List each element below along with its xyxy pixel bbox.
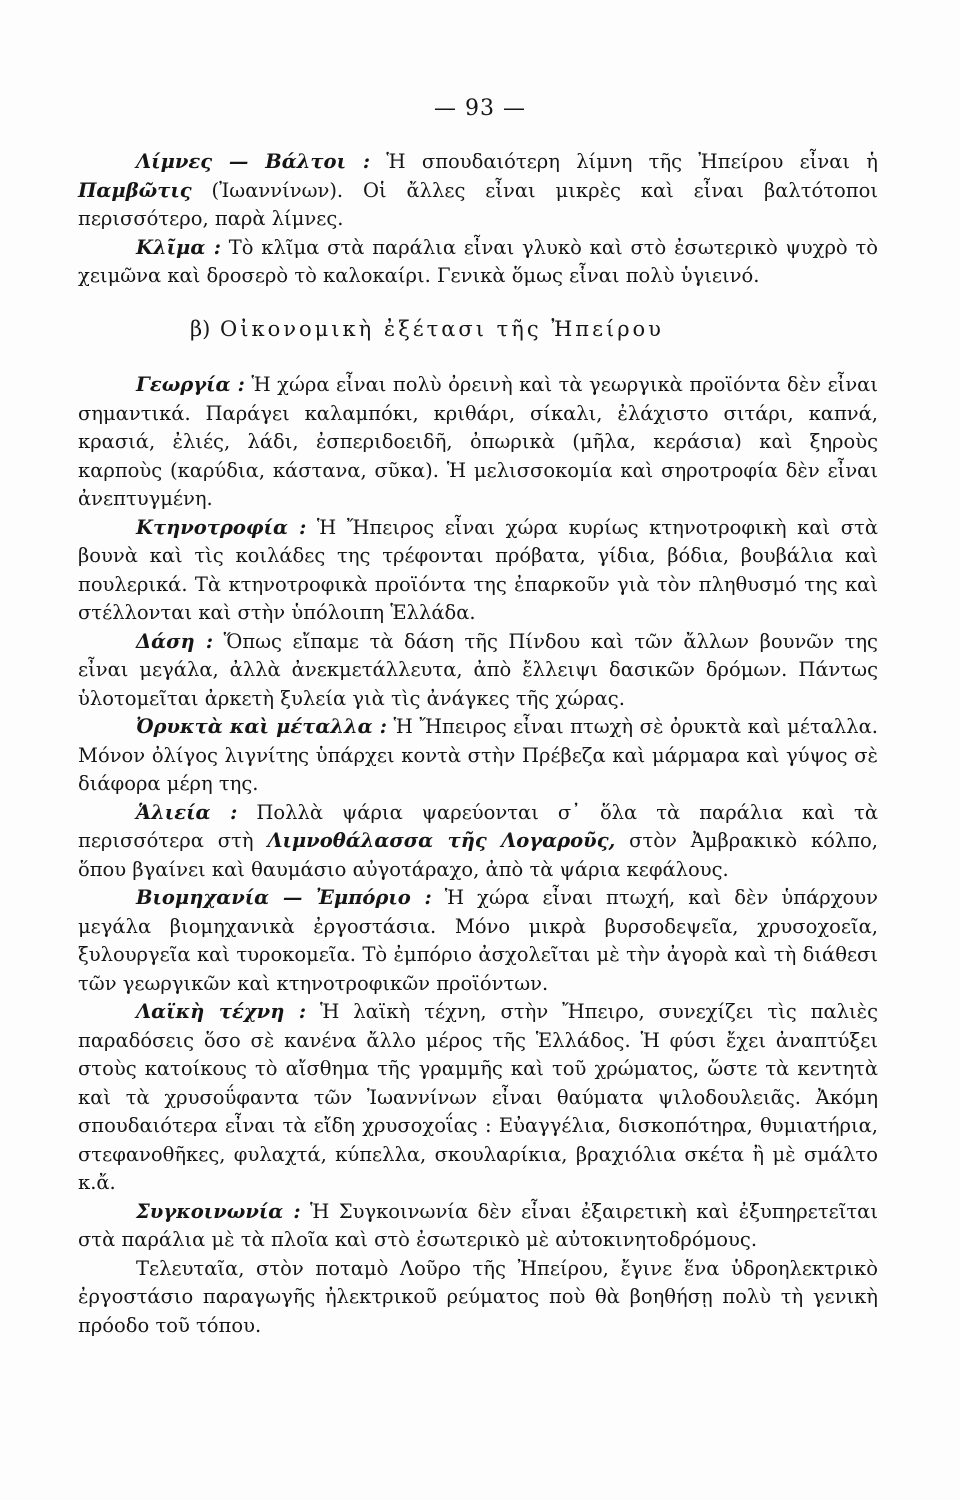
term-industry: Βιομηχανία — Ἐμπόριο :	[136, 886, 432, 909]
term-forests: Δάση :	[136, 629, 214, 653]
term-livestock: Κτηνοτροφία :	[136, 515, 307, 539]
paragraph-transport	[78, 1198, 878, 1255]
paragraph-minerals	[78, 713, 878, 799]
paragraph-forests	[78, 628, 878, 714]
paragraph-agriculture	[78, 371, 878, 514]
paragraph-climate-text: Τὸ κλῖμα στὰ παράλια εἶναι γλυκὸ καὶ στὸ ἐσωτερικὸ ψυχρὸ τὸ χειμῶνα καὶ δροσερὸ τὸ καλοκαίρι. Γενικὰ ὅμως εἶναι πολὺ ὑγιεινό.	[78, 235, 878, 287]
paragraph-lakes-text-2: (Ἰωαννίνων). Οἱ ἄλλες εἶναι μικρὲς καὶ εἶναι βαλτότοποι περισσότερο, παρὰ λίμνες.	[78, 178, 878, 230]
paragraph-fishing-text-1: Πολλὰ ψάρια ψαρεύονται σ᾽ ὅλα τὰ παράλια καὶ τὰ περισσότερα στὴ	[78, 800, 878, 852]
section-heading	[78, 315, 878, 344]
paragraph-hydroelectric	[78, 1255, 878, 1341]
section-title: Οἰκονομικὴ ἐξέτασι τῆς Ἠπείρου	[220, 316, 664, 341]
paragraph-folk-art-text: Ἡ λαϊκὴ τέχνη, στὴν Ἤπειρο, συνεχίζει τὶς παλιὲς παραδόσεις ὅσο σὲ κανένα ἄλλο μέρος τῆς Ἑλλάδος. Ἡ φύσι ἔχει ἀναπτύξει στοὺς κατοίκους τὸ αἴσθημα τῆς γραμμῆς καὶ τοῦ χρώματος, ὥστε τὰ κεντητὰ καὶ τὰ χρυσοΰφαντα τῶν Ἰωαννίνων εἶναι θαύματα ψιλοδουλειᾶς. Ἀκόμη σπουδαιότερα εἶναι τὰ εἴδη χρυσοχοΐας : Εὐαγγέλια, δισκοπότηρα, θυμιατήρια, στεφανοθῆκες, φυλαχτά, κύπελλα, σκουλαρίκια, βραχιόλια σκέτα ἢ μὲ σμάλτο κ.ἄ.	[78, 1000, 878, 1194]
paragraph-fishing-text-2: στὸν Ἀμβρακικὸ κόλπο, ὅπου βγαίνει καὶ θαυμάσιο αὐγοτάραχο, ἀπὸ τὰ ψάρια κεφάλους.	[78, 829, 878, 881]
paragraph-livestock	[78, 514, 878, 628]
paragraph-agriculture-text: Ἡ χώρα εἶναι πολὺ ὀρεινὴ καὶ τὰ γεωργικὰ προϊόντα δὲν εἶναι σημαντικά. Παράγει καλαμπόκι, κριθάρι, σίκαλι, ἐλάχιστο σιτάρι, καπνά, κρασιά, ἐλιές, λάδι, ἐσπεριδοειδῆ, ὀπωρικὰ (μῆλα, κεράσια) καὶ ξηροὺς καρποὺς (καρύδια, κάστανα, σῦκα). Ἡ μελισσοκομία καὶ σηροτροφία δὲν εἶναι ἀνεπτυγμένη.	[78, 373, 878, 510]
paragraph-transport-text: Ἡ Συγκοινωνία δὲν εἶναι ἐξαιρετικὴ καὶ ἐξυπηρετεῖται στὰ παράλια μὲ τὰ πλοῖα καὶ στὸ ἐσωτερικὸ μὲ αὐτοκινητοδρόμους.	[78, 1199, 878, 1251]
paragraph-forests-text: Ὅπως εἴπαμε τὰ δάση τῆς Πίνδου καὶ τῶν ἄλλων βουνῶν της εἶναι μεγάλα, ἀλλὰ ἀνεκμετάλλευτα, ἀπὸ ἔλλειψι δασικῶν δρόμων. Πάντως ὑλοτομεῖται ἀρκετὴ ξυλεία γιὰ τὶς ἀνάγκες τῆς χώρας.	[78, 629, 878, 710]
paragraph-lakes	[78, 148, 878, 234]
paragraph-climate	[78, 234, 878, 291]
paragraph-fishing	[78, 799, 878, 885]
term-minerals: Ὀρυκτὰ καὶ μέταλλα :	[136, 715, 387, 738]
term-agriculture: Γεωργία :	[136, 373, 245, 396]
term-pamvotis: Παμβῶτις	[78, 178, 192, 202]
term-fishing: Ἁλιεία :	[136, 800, 238, 824]
page-body	[78, 148, 878, 1340]
term-lakes: Λίμνες — Βάλτοι :	[136, 150, 371, 173]
term-folk-art: Λαϊκὴ τέχνη :	[136, 1000, 307, 1023]
paragraph-industry	[78, 884, 878, 998]
term-transport: Συγκοινωνία :	[136, 1199, 301, 1223]
term-lagoon: Λιμνοθάλασσα τῆς Λογαροῦς,	[267, 829, 616, 852]
paragraph-livestock-text: Ἡ Ἤπειρος εἶναι χώρα κυρίως κτηνοτροφικὴ καὶ στὰ βουνὰ καὶ τὶς κοιλάδες της τρέφονται πρόβατα, γίδια, βόδια, βουβάλια καὶ πουλερικά. Τὰ κτηνοτροφικὰ προϊόντα της ἐπαρκοῦν γιὰ τὸν πληθυσμό της καὶ στέλλονται καὶ στὴν ὑπόλοιπη Ἑλλάδα.	[78, 515, 878, 624]
paragraph-folk-art	[78, 998, 878, 1198]
paragraph-lakes-text-1: Ἡ σπουδαιότερη λίμνη τῆς Ἠπείρου εἶναι ἡ	[370, 150, 878, 173]
term-climate: Κλῖμα :	[136, 235, 221, 259]
paragraph-industry-text: Ἡ χώρα εἶναι πτωχή, καὶ δὲν ὑπάρχουν μεγάλα βιομηχανικὰ ἐργοστάσια. Μόνο μικρὰ βυρσοδεψεῖα, χρυσοχοεῖα, ξυλουργεῖα καὶ τυροκομεῖα. Τὸ ἐμπόριο ἀσχολεῖται μὲ τὴν ἀγορὰ καὶ τὴ διάθεσι τῶν γεωργικῶν καὶ κτηνοτροφικῶν προϊόντων.	[78, 886, 878, 995]
paragraph-minerals-text: Ἡ Ἤπειρος εἶναι πτωχὴ σὲ ὀρυκτὰ καὶ μέταλλα. Μόνον ὀλίγος λιγνίτης ὑπάρχει κοντὰ στὴν Πρέβεζα καὶ μάρμαρα καὶ γύψος σὲ διάφορα μέρη της.	[78, 715, 878, 795]
paragraph-hydroelectric-text: Τελευταῖα, στὸν ποταμὸ Λοῦρο τῆς Ἠπείρου, ἔγινε ἕνα ὑδροηλεκτρικὸ ἐργοστάσιο παραγωγῆς ἠλεκτρικοῦ ρεύματος ποὺ θὰ βοηθήσῃ πολὺ τὴ γενικὴ πρόοδο τοῦ τόπου.	[78, 1256, 878, 1337]
page-number: — 93 —	[434, 96, 526, 121]
section-label: β)	[190, 316, 211, 341]
